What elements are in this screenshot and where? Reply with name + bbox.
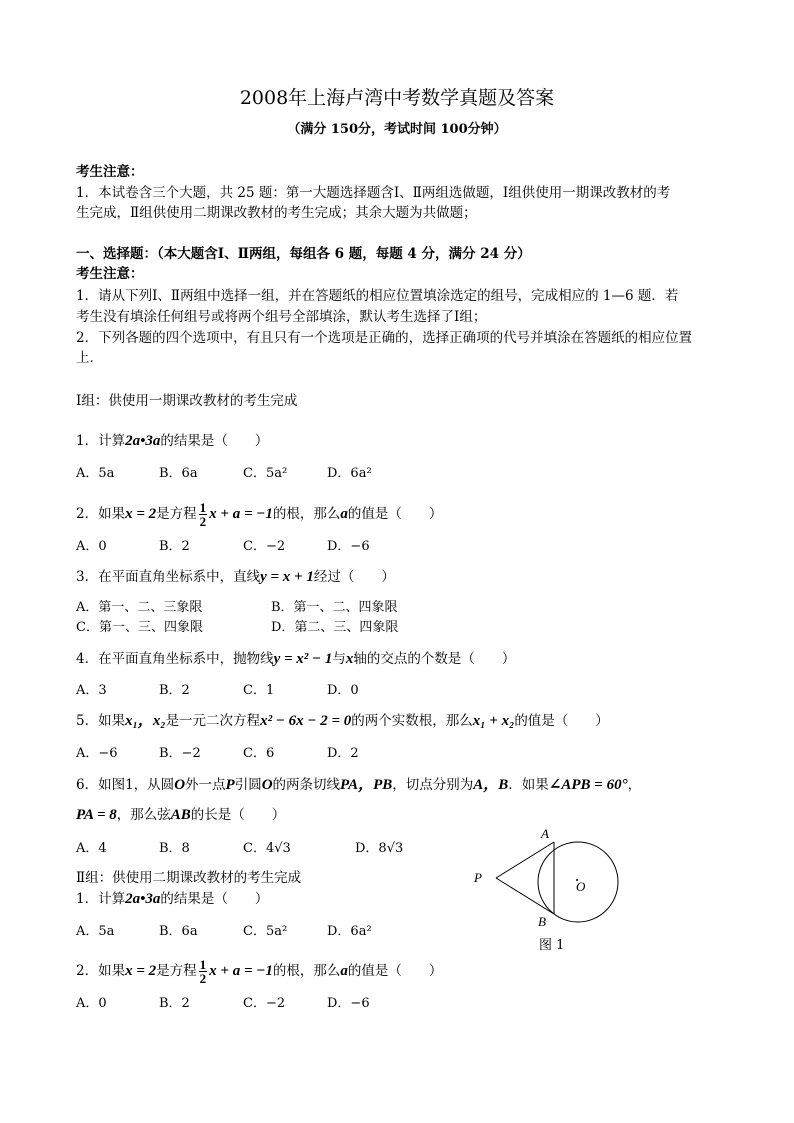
- page-subtitle: （满分 150分，考试时间 100分钟）: [287, 122, 507, 137]
- option-d: D．8√3: [355, 841, 404, 856]
- option-b: B．2: [159, 539, 190, 554]
- option-b: B．2: [159, 996, 190, 1011]
- option-b: B．2: [159, 683, 190, 698]
- option-a: A．4: [76, 841, 107, 856]
- option-a: A．第一、二、三象限: [76, 600, 203, 615]
- option-a: A．3: [76, 683, 107, 698]
- question-4: 4．在平面直角坐标系中，抛物线y = x² − 1与x轴的交点的个数是（ ）: [76, 651, 516, 667]
- section-notice-heading: 考生注意：: [76, 266, 144, 282]
- option-d: D．6a²: [327, 466, 372, 481]
- notice-line: 生完成，Ⅱ组供使用二期课改教材的考生完成；其余大题为共做题；: [76, 205, 477, 221]
- option-c: C．−2: [243, 539, 286, 554]
- option-d: D．0: [327, 683, 359, 698]
- notice-line: 1．本试卷含三个大题，共 25 题：第一大题选择题含Ⅰ、Ⅱ两组选做题，Ⅰ组供使用一期课改教材的考: [76, 185, 671, 201]
- option-a: A．−6: [76, 746, 118, 761]
- group-heading: Ⅱ组：供使用二期课改教材的考生完成: [76, 870, 302, 886]
- question-6-line-1: 6．如图1，从圆O外一点P引圆O的两条切线PA，PB，切点分别为A，B．如果∠APB = 60°，: [76, 777, 642, 793]
- fraction-half: $\frac{1}{2}$: [199, 957, 207, 986]
- option-a: A．0: [76, 539, 107, 554]
- question-2: 2．如果x = 2是方程 $\frac{1}{2}$ x + a = −1的根，那么a的值是（ ）: [76, 500, 443, 529]
- option-b: B．6a: [159, 466, 198, 481]
- option-c: C．4√3: [243, 841, 291, 856]
- option-c: C．1: [243, 683, 275, 698]
- question-1: 1．计算2a•3a的结果是（ ）: [76, 891, 269, 907]
- page-title: 2008年上海卢湾中考数学真题及答案: [239, 87, 555, 109]
- option-c: C．−2: [243, 996, 286, 1011]
- figure-1-diagram: [466, 820, 626, 940]
- option-b: B．8: [159, 841, 190, 856]
- option-c: C．5a²: [243, 924, 288, 939]
- option-b: B．−2: [159, 746, 201, 761]
- label-p: P: [474, 870, 482, 885]
- option-c: C．5a²: [243, 466, 288, 481]
- notice-heading: 考生注意：: [76, 164, 144, 180]
- option-d: D．−6: [327, 996, 370, 1011]
- label-a: A: [541, 826, 549, 841]
- option-a: A．5a: [76, 924, 115, 939]
- option-b: B．6a: [159, 924, 198, 939]
- option-c: C．第一、三、四象限: [76, 620, 203, 635]
- section-notice-line: 考生没有填涂任何组号或将两个组号全部填涂，默认考生选择了Ⅰ组；: [76, 309, 487, 325]
- option-c: C．6: [243, 746, 275, 761]
- question-2: 2．如果x = 2是方程 $\frac{1}{2}$ x + a = −1的根，那么a的值是（ ）: [76, 957, 443, 986]
- question-5: 5．如果x₁，x₂是一元二次方程x² − 6x − 2 = 0的两个实数根，那么x₁ + x₂的值是（ ）: [76, 713, 609, 729]
- question-1: 1．计算2a•3a的结果是（ ）: [76, 433, 269, 449]
- figure-caption: 图 1: [539, 938, 565, 953]
- option-d: D．−6: [327, 539, 370, 554]
- label-b: B: [538, 914, 546, 929]
- label-o: O: [576, 879, 586, 894]
- group-heading: Ⅰ组：供使用一期课改教材的考生完成: [76, 393, 298, 409]
- option-a: A．5a: [76, 466, 115, 481]
- section-notice-line: 2．下列各题的四个选项中，有且只有一个选项是正确的，选择正确项的代号并填涂在答题纸的相应位置: [76, 330, 693, 346]
- question-3: 3．在平面直角坐标系中，直线y = x + 1经过（ ）: [76, 569, 395, 585]
- option-d: D．2: [327, 746, 359, 761]
- fraction-half: $\frac{1}{2}$: [199, 500, 207, 529]
- section-notice-line: 1．请从下列Ⅰ、Ⅱ两组中选择一组，并在答题纸的相应位置填涂选定的组号，完成相应的 1—6 题．若: [76, 288, 679, 304]
- section-heading: 一、选择题：（本大题含Ⅰ、Ⅱ两组，每组各 6 题，每题 4 分，满分 24 分）: [76, 246, 531, 262]
- option-a: A．0: [76, 996, 107, 1011]
- option-d: D．第二、三、四象限: [271, 620, 399, 635]
- option-d: D．6a²: [327, 924, 372, 939]
- tangent-pa: [496, 842, 554, 878]
- section-notice-line: 上．: [76, 350, 103, 366]
- tangent-pb: [496, 878, 554, 914]
- question-6-line-2: PA = 8，那么弦AB的长是（ ）: [76, 807, 286, 823]
- option-b: B．第一、二、四象限: [271, 600, 398, 615]
